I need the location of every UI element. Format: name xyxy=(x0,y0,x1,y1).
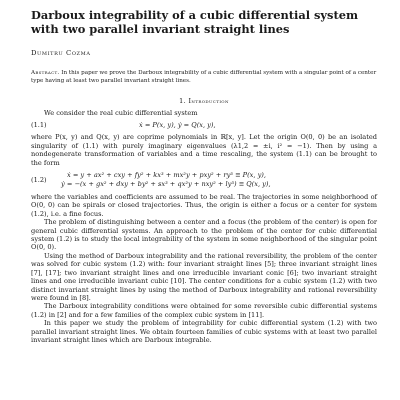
author-name: Dumitru Cozma xyxy=(31,49,91,57)
equation-number: (1.1) xyxy=(31,121,47,130)
paper-title: Darboux integrability of a cubic differential system with two parallel invariant straight lines xyxy=(31,8,359,36)
paragraph: where the variables and coefficients are assumed to be real. The trajectories in some neighborhood of O(0, 0) can be spirals or closed trajectories. Thus, the origin is either a focus or a center for system (1.2), i.e. a fine focus. xyxy=(31,193,377,218)
paragraph: Using the method of Darboux integrability and the rational reversibility, the problem of the center was solved for cubic system (1.2) with: four invariant straight lines [5]; three invariant straight lines [7], [17]; two invariant straight lines and one irreducible invariant conic [6]; two invariant straight lines and one irreducible invariant cubic [10]. The center conditions for a cubic system (1.2) with two distinct invariant straight lines by using the method of Darboux integrability and rational reversibility were found in [8]. xyxy=(31,251,377,302)
section-heading: 1. Introduction xyxy=(179,97,229,105)
equation-body xyxy=(61,171,377,189)
abstract-text: In this paper we prove the Darboux integrability of a cubic differential system with a singular point of a center type having at least two parallel invariant straight lines. xyxy=(31,70,377,84)
equation-1-1 xyxy=(31,121,377,129)
paragraph: The Darboux integrability conditions were obtained for some reversible cubic differential systems (1.2) in [2] and for a few families of the complex cubic system in [11]. xyxy=(31,302,377,319)
paragraph: The problem of distinguishing between a center and a focus (the problem of the center) is open for general cubic differential systems. An approach to the problem of the center for cubic differential system (1.2) is to study the local integrability of the system in some neighborhood of the singular point O(0, 0). xyxy=(31,218,377,252)
paragraph: where P(x, y) and Q(x, y) are coprime polynomials in ℝ[x, y]. Let the origin O(0, 0) be an isolated singularity of (1.1) with purely imaginary eigenvalues (λ1,2 = ±i, i² = −1). Then by using a nondegenerate transformation of variables and a time rescaling, the system (1.1) can be brought to the form xyxy=(31,133,377,167)
paragraph: In this paper we study the problem of integrability for cubic differential system (1.2) with two parallel invariant straight lines. We obtain fourteen families of cubic systems with at least two parallel invariant straight lines which are Darboux integrable. xyxy=(31,319,377,344)
abstract xyxy=(31,69,377,85)
equation-line: ẋ = y + ax² + cxy + fy² + kx³ + mx²y + pxy² + ry³ ≡ P(x, y), xyxy=(67,171,266,180)
equation-line: ẏ = −(x + gx² + dxy + by² + sx³ + qx²y + nxy² + ly³) ≡ Q(x, y), xyxy=(61,180,271,189)
abstract-label: Abstract. xyxy=(31,70,60,76)
equation-body: ẋ = P(x, y), ẏ = Q(x, y), xyxy=(139,121,216,130)
intro-paragraph: We consider the real cubic differential system xyxy=(44,109,198,117)
equation-number: (1.2) xyxy=(31,176,47,185)
equation-1-2 xyxy=(31,171,377,189)
